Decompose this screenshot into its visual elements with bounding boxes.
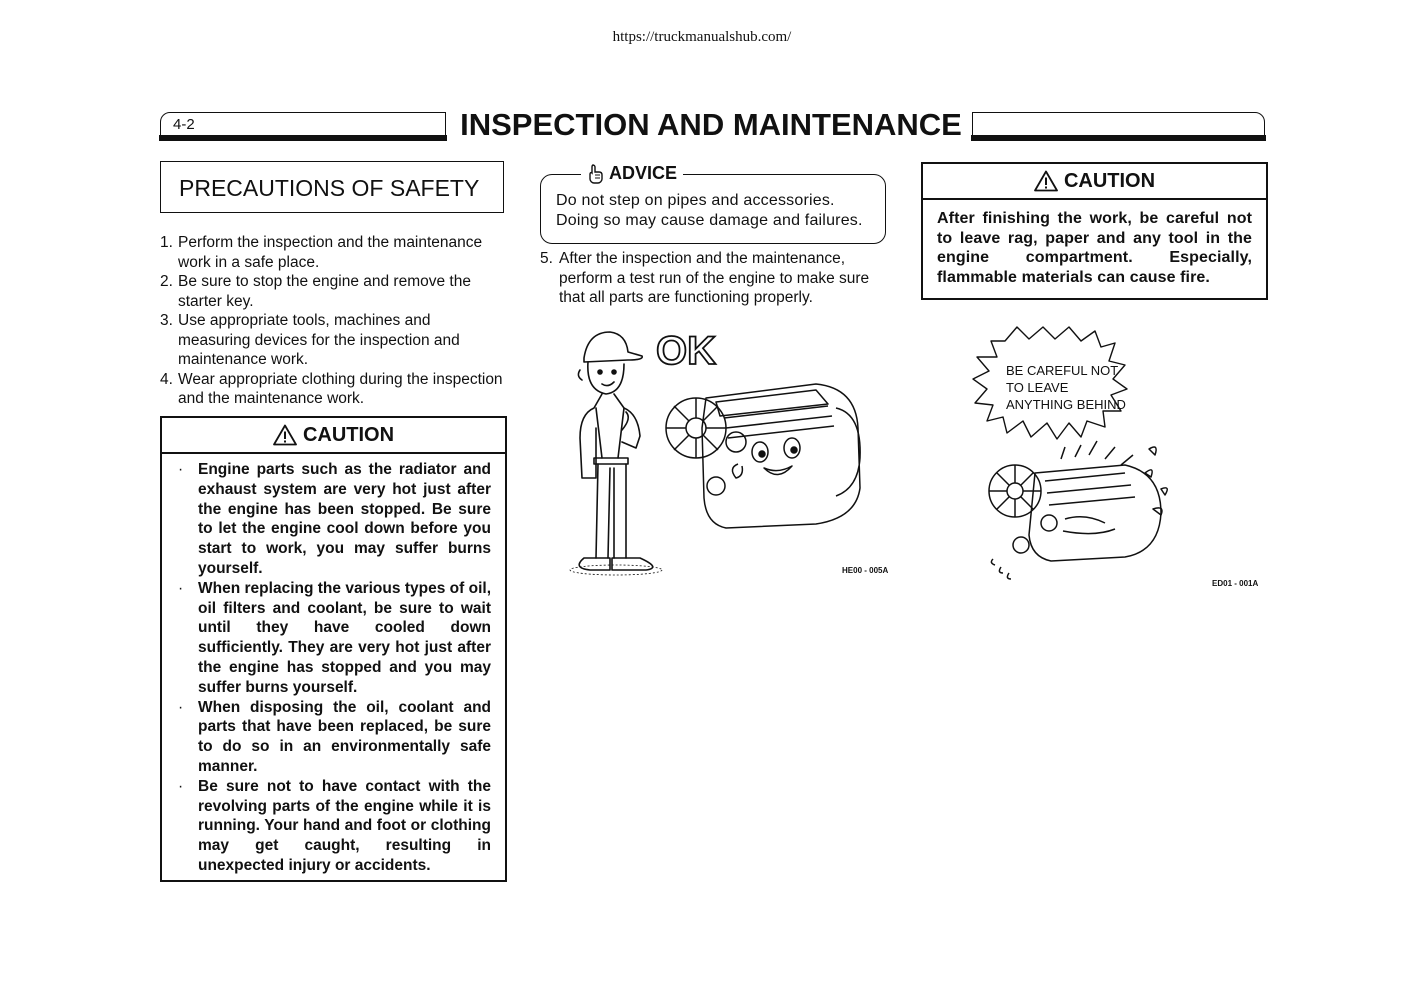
- header-rule-right-box: [972, 112, 1265, 136]
- warning-bubble-text: [1006, 362, 1126, 413]
- advice-label: ADVICE: [609, 163, 678, 183]
- header-rule-right: [971, 135, 1266, 141]
- bubble-line: ANYTHING BEHIND: [1006, 397, 1126, 412]
- advice-header: [581, 163, 683, 184]
- advice-box: [540, 163, 886, 244]
- item-text: Be sure to stop the engine and remove the starter key.: [178, 273, 471, 310]
- caution-label: CAUTION: [1063, 169, 1156, 192]
- list-item: [176, 777, 491, 876]
- advice-line: Do not step on pipes and accessories.: [556, 192, 835, 209]
- bullet-dot: ·: [178, 777, 184, 795]
- header-rule-left: [159, 135, 447, 141]
- bubble-line: TO LEAVE: [1006, 380, 1069, 395]
- figure-caption: HE00 - 005A: [842, 566, 889, 575]
- pointing-hand-icon: [587, 164, 605, 184]
- list-item: [176, 460, 491, 579]
- item-number: 1.: [160, 234, 173, 251]
- list-item: [160, 311, 506, 370]
- section-title: PRECAUTIONS OF SAFETY: [179, 175, 480, 201]
- list-item: [176, 698, 491, 777]
- bubble-line: BE CAREFUL NOT: [1006, 363, 1119, 378]
- step-5: [540, 249, 888, 308]
- list-item: [160, 233, 506, 272]
- item-text: Use appropriate tools, machines and measuring devices for the inspection and maintenance work.: [178, 312, 460, 368]
- caution-box-right: [921, 162, 1268, 300]
- caution-header: [923, 164, 1266, 200]
- bullet-text: Engine parts such as the radiator and exhaust system are very hot just after the engine has been stopped. Be sure to let the engine cool down before you start to work, you may suffer burns yourself.: [198, 461, 491, 577]
- precautions-list: [160, 233, 506, 409]
- warning-triangle-icon: [273, 424, 297, 446]
- section-title-box: [160, 161, 504, 213]
- item-text: After the inspection and the maintenance, perform a test run of the engine to make sure that all parts are functioning properly.: [559, 250, 870, 306]
- caution-box-left: [160, 416, 507, 882]
- bullet-text: When disposing the oil, coolant and parts that have been replaced, be sure to do so in an environmentally safe manner.: [198, 698, 491, 775]
- item-number: 5.: [540, 250, 553, 267]
- list-item: [160, 370, 506, 409]
- caution-text: After finishing the work, be careful not to leave rag, paper and any tool in the engine compartment. Especially, flammable materials can cause fire.: [937, 210, 1252, 286]
- advice-line: Doing so may cause damage and failures.: [556, 212, 863, 229]
- list-item: [176, 579, 491, 698]
- caution-bullets: [162, 454, 505, 876]
- item-number: 4.: [160, 370, 173, 388]
- bullet-dot: ·: [178, 461, 184, 478]
- page-title: INSPECTION AND MAINTENANCE: [460, 107, 962, 142]
- page-number-tab: [160, 112, 446, 136]
- source-url[interactable]: https://truckmanualshub.com/: [612, 29, 792, 45]
- advice-text: [556, 191, 863, 231]
- mechanic-engine-illustration: [566, 318, 892, 580]
- caution-header: [162, 418, 505, 454]
- bullet-text: When replacing the various types of oil, oil filters and coolant, be sure to wait until they have cooled down sufficiently. They are very hot just after the engine has stopped and you may suffer burns yourself.: [198, 579, 491, 696]
- item-text: Perform the inspection and the maintenance work in a safe place.: [178, 234, 483, 271]
- ok-text: OK: [656, 329, 716, 373]
- page-number: 4-2: [173, 116, 195, 133]
- item-number: 3.: [160, 312, 173, 329]
- item-number: 2.: [160, 273, 173, 290]
- bullet-dot: ·: [178, 698, 184, 716]
- figure-caption: ED01 - 001A: [1212, 579, 1259, 588]
- warning-triangle-icon: [1034, 170, 1058, 192]
- list-item: [160, 272, 506, 311]
- bullet-dot: ·: [178, 579, 184, 597]
- caution-label: CAUTION: [302, 423, 395, 446]
- bullet-text: Be sure not to have contact with the revolving parts of the engine while it is running. Your hand and foot or clothing may get caught, resulting in unexpected injury or accidents.: [198, 777, 491, 874]
- item-text: Wear appropriate clothing during the inspection and the maintenance work.: [178, 370, 503, 407]
